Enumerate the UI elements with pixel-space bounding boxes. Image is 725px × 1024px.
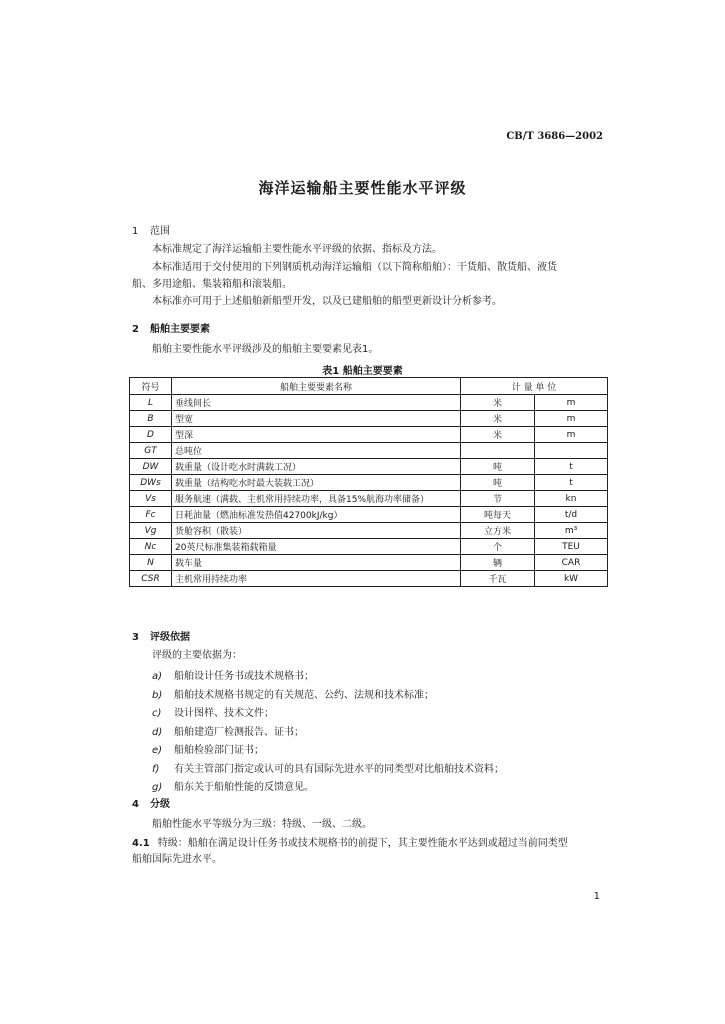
element-name-cell: 载重量（结构吃水时最大装载工况） xyxy=(172,475,461,491)
table-row xyxy=(130,395,608,411)
list-marker: e) xyxy=(152,745,163,756)
symbol-cell: Vg xyxy=(130,523,172,539)
paragraph: 本标准规定了海洋运输船主要性能水平评级的依据、指标及方法。 xyxy=(152,244,442,255)
section-4-heading xyxy=(132,795,170,810)
clause-4-1 xyxy=(132,834,568,849)
section-number: 4 xyxy=(132,799,139,810)
element-name-cell: 20英尺标准集装箱载箱量 xyxy=(172,539,461,555)
symbol-cell: Vs xyxy=(130,491,172,507)
table-header-row xyxy=(130,378,608,395)
list-item xyxy=(152,704,274,719)
unit-en-cell: kn xyxy=(535,491,608,507)
table-row xyxy=(130,523,608,539)
symbol-cell: Nc xyxy=(130,539,172,555)
unit-cn-cell xyxy=(461,443,535,459)
unit-cn-cell: 米 xyxy=(461,411,535,427)
paragraph: 本标准亦可用于上述船舶新船型开发，以及已建船舶的船型更新设计分析参考。 xyxy=(152,296,502,307)
table-row xyxy=(130,475,608,491)
list-marker: a) xyxy=(152,671,163,682)
paragraph-continuation: 船舶国际先进水平。 xyxy=(132,854,222,865)
element-name-cell: 型宽 xyxy=(172,411,461,427)
clause-text: 特级：船舶在满足设计任务书或技术规格书的前提下，其主要性能水平达到或超过当前同类型 xyxy=(157,838,568,849)
section-title: 范围 xyxy=(150,226,170,237)
list-item-text: 船舶建造厂检测报告、证书； xyxy=(174,726,304,738)
table-row xyxy=(130,411,608,427)
header-unit: 计 量 单 位 xyxy=(461,378,608,395)
list-item xyxy=(152,667,314,682)
list-marker: d) xyxy=(152,726,163,738)
unit-cn-cell: 节 xyxy=(461,491,535,507)
unit-en-cell: t xyxy=(535,475,608,491)
table-row xyxy=(130,539,608,555)
section-title: 船舶主要要素 xyxy=(150,324,210,335)
element-name-cell: 型深 xyxy=(172,427,461,443)
paragraph: 本标准适用于交付使用的下列钢质机动海洋运输船（以下简称船舶）：干货船、散货船、液货 xyxy=(152,262,557,273)
symbol-cell: DW xyxy=(130,459,172,475)
section-number: 2 xyxy=(132,324,139,335)
table-row xyxy=(130,555,608,571)
unit-en-cell: m xyxy=(535,411,608,427)
symbol-cell: DWs xyxy=(130,475,172,491)
unit-cn-cell: 辆 xyxy=(461,555,535,571)
ship-elements-table xyxy=(129,377,608,587)
list-item-text: 船舶检验部门证书； xyxy=(174,745,264,756)
header-element-name: 船舶主要要素名称 xyxy=(172,378,461,395)
table-row xyxy=(130,427,608,443)
list-item-text: 船舶设计任务书或技术规格书； xyxy=(174,671,314,682)
element-name-cell: 总吨位 xyxy=(172,443,461,459)
symbol-cell: D xyxy=(130,427,172,443)
table-row xyxy=(130,491,608,507)
table-row xyxy=(130,459,608,475)
symbol-cell: N xyxy=(130,555,172,571)
unit-en-cell: t/d xyxy=(535,507,608,523)
section-3-heading xyxy=(132,628,190,643)
section-title: 分级 xyxy=(150,799,170,810)
unit-cn-cell: 立方米 xyxy=(461,523,535,539)
element-name-cell: 日耗油量（燃油标准发热值42700kJ/kg） xyxy=(172,507,461,523)
table-row xyxy=(130,571,608,587)
paragraph: 船舶主要性能水平评级涉及的船舶主要要素见表1。 xyxy=(152,344,379,355)
element-name-cell: 垂线间长 xyxy=(172,395,461,411)
paragraph-continuation: 船、多用途船、集装箱船和滚装船。 xyxy=(132,279,292,290)
unit-cn-cell: 米 xyxy=(461,427,535,443)
list-marker: c) xyxy=(152,708,162,719)
symbol-cell: B xyxy=(130,411,172,427)
table-row xyxy=(130,507,608,523)
clause-number: 4.1 xyxy=(132,838,150,849)
list-marker: f) xyxy=(152,763,160,775)
paragraph: 评级的主要依据为： xyxy=(152,650,242,661)
symbol-cell: Fc xyxy=(130,507,172,523)
element-name-cell: 货舱容积（散装） xyxy=(172,523,461,539)
list-item xyxy=(152,723,304,738)
document-title: 海洋运输船主要性能水平评级 xyxy=(258,179,467,197)
unit-en-cell: m xyxy=(535,427,608,443)
element-name-cell: 主机常用持续功率 xyxy=(172,571,461,587)
unit-en-cell xyxy=(535,443,608,459)
list-item xyxy=(152,686,434,701)
list-marker: b) xyxy=(152,689,163,701)
paragraph: 船舶性能水平等级分为三级：特级、一级、二级。 xyxy=(152,819,372,830)
section-number: 1 xyxy=(132,226,139,237)
unit-cn-cell: 吨 xyxy=(461,459,535,475)
unit-en-cell: CAR xyxy=(535,555,608,571)
table-caption: 表1 船舶主要要素 xyxy=(322,366,403,377)
symbol-cell: GT xyxy=(130,443,172,459)
section-1-heading xyxy=(132,222,170,237)
section-2-heading xyxy=(132,320,210,335)
unit-cn-cell: 千瓦 xyxy=(461,571,535,587)
list-item-text: 船东关于船舶性能的反馈意见。 xyxy=(174,782,314,793)
standard-code: CB/T 3686—2002 xyxy=(506,131,603,142)
list-item xyxy=(152,778,314,793)
unit-en-cell: m³ xyxy=(535,523,608,539)
unit-cn-cell: 个 xyxy=(461,539,535,555)
list-item xyxy=(152,741,264,756)
unit-en-cell: kW xyxy=(535,571,608,587)
unit-cn-cell: 吨每天 xyxy=(461,507,535,523)
list-item-text: 设计图样、技术文件； xyxy=(174,708,274,719)
table-row xyxy=(130,443,608,459)
element-name-cell: 载重量（设计吃水时满载工况） xyxy=(172,459,461,475)
unit-cn-cell: 吨 xyxy=(461,475,535,491)
section-number: 3 xyxy=(132,632,139,643)
symbol-cell: CSR xyxy=(130,571,172,587)
list-item xyxy=(152,760,504,775)
section-title: 评级依据 xyxy=(150,632,190,643)
unit-en-cell: m xyxy=(535,395,608,411)
unit-cn-cell: 米 xyxy=(461,395,535,411)
list-item-text: 船舶技术规格书规定的有关规范、公约、法规和技术标准； xyxy=(174,689,434,701)
header-symbol: 符号 xyxy=(130,378,172,395)
unit-en-cell: t xyxy=(535,459,608,475)
unit-en-cell: TEU xyxy=(535,539,608,555)
element-name-cell: 载车量 xyxy=(172,555,461,571)
element-name-cell: 服务航速（满载、主机常用持续功率，具备15%航海功率储备） xyxy=(172,491,461,507)
list-item-text: 有关主管部门指定或认可的具有国际先进水平的同类型对比船舶技术资料； xyxy=(174,763,504,775)
symbol-cell: L xyxy=(130,395,172,411)
list-marker: g) xyxy=(152,782,163,793)
page-number: 1 xyxy=(593,891,600,902)
